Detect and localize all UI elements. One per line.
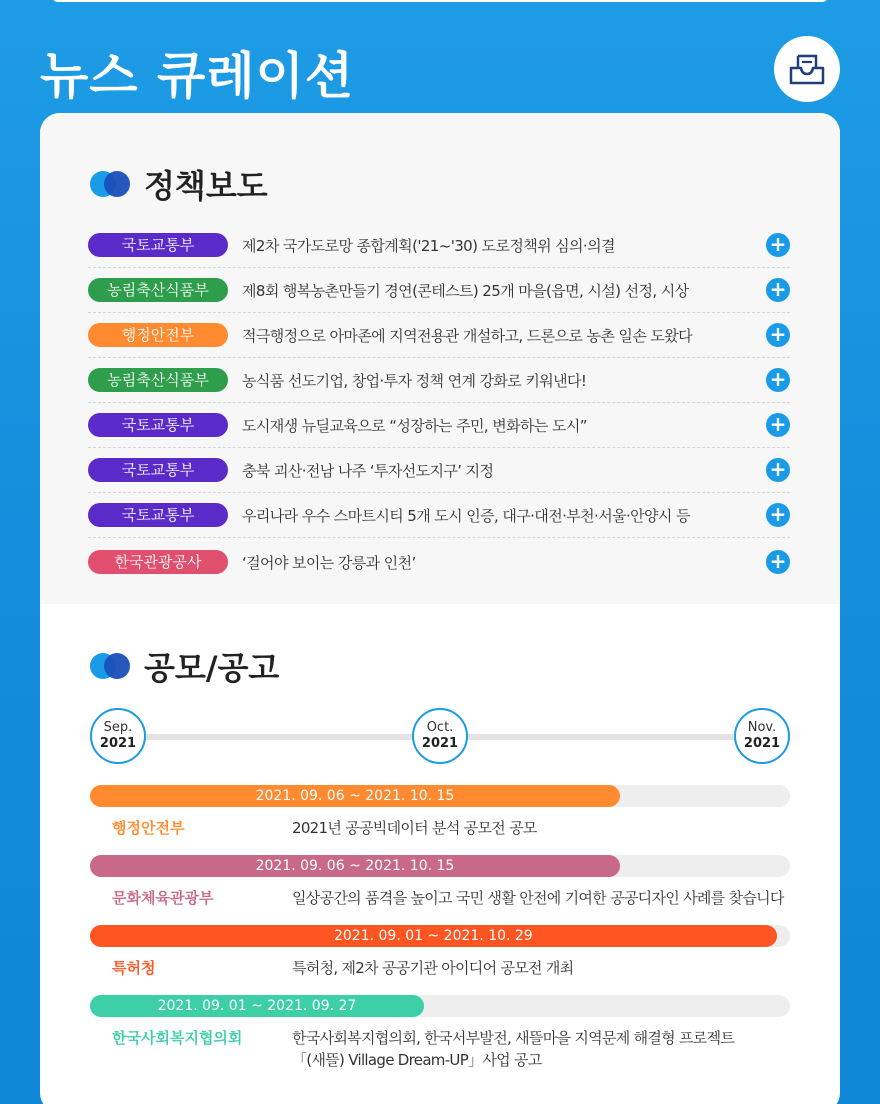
section-dots-icon bbox=[90, 651, 134, 681]
contest-org: 한국사회복지협의회 bbox=[112, 1029, 243, 1047]
policy-heading bbox=[90, 161, 268, 207]
news-item[interactable] bbox=[88, 268, 790, 313]
ministry-badge: 국토교통부 bbox=[88, 233, 228, 257]
contest-title-line: 「(새뜰) Village Dream-UP」사업 공고 bbox=[292, 1051, 542, 1069]
period-bar-track bbox=[90, 855, 790, 877]
period-bar-fill: 2021. 09. 06 ~ 2021. 10. 15 bbox=[90, 855, 620, 877]
inbox-button[interactable] bbox=[774, 36, 840, 102]
contest-org: 문화체육관광부 bbox=[112, 889, 214, 907]
ministry-badge: 농림축산식품부 bbox=[88, 368, 228, 392]
period-bar-track bbox=[90, 785, 790, 807]
contest-title-line: 2021년 공공빅데이터 분석 공모전 공모 bbox=[292, 819, 537, 837]
contest-title-text[interactable] bbox=[292, 817, 537, 839]
contest-item[interactable] bbox=[90, 995, 790, 1071]
period-bar-track bbox=[90, 995, 790, 1017]
news-headline[interactable]: ‘걸어야 보이는 강릉과 인천’ bbox=[242, 553, 416, 572]
news-item[interactable] bbox=[88, 223, 790, 268]
timeline-node-sep[interactable]: Sep. 2021 bbox=[90, 708, 146, 764]
policy-section bbox=[40, 113, 840, 604]
inbox-icon bbox=[788, 52, 826, 86]
contest-title-text[interactable] bbox=[292, 957, 573, 979]
news-headline[interactable]: 적극행정으로 아마존에 지역전용관 개설하고, 드론으로 농촌 일손 도왔다 bbox=[242, 326, 693, 345]
ministry-badge: 행정안전부 bbox=[88, 323, 228, 347]
news-item[interactable] bbox=[88, 358, 790, 403]
timeline-node-oct[interactable]: Oct. 2021 bbox=[412, 708, 468, 764]
news-headline[interactable]: 충북 괴산·전남 나주 ‘투자선도지구’ 지정 bbox=[242, 461, 494, 480]
contest-title-line: 특허청, 제2차 공공기관 아이디어 공모전 개최 bbox=[292, 959, 574, 977]
contest-body bbox=[90, 887, 790, 909]
news-headline[interactable]: 우리나라 우수 스마트시티 5개 도시 인증, 대구·대전·부천·서울·안양시 등 bbox=[242, 506, 690, 525]
expand-plus-icon[interactable]: + bbox=[766, 233, 790, 257]
news-item[interactable] bbox=[88, 448, 790, 493]
expand-plus-icon[interactable]: + bbox=[766, 368, 790, 392]
news-item[interactable] bbox=[88, 493, 790, 538]
contest-title: 공모/공고 bbox=[144, 649, 280, 687]
expand-plus-icon[interactable]: + bbox=[766, 413, 790, 437]
month-timeline bbox=[90, 708, 790, 768]
ministry-badge: 국토교통부 bbox=[88, 503, 228, 527]
period-bar-fill: 2021. 09. 06 ~ 2021. 10. 15 bbox=[90, 785, 620, 807]
contest-heading bbox=[90, 643, 279, 689]
news-item[interactable] bbox=[88, 403, 790, 448]
news-headline[interactable]: 제8회 행복농촌만들기 경연(콘테스트) 25개 마을(읍면, 시설) 선정, 시상 bbox=[242, 281, 689, 300]
contest-title-line: 일상공간의 품격을 높이고 국민 생활 안전에 기여한 공공디자인 사례를 찾습니다 bbox=[292, 889, 784, 907]
ministry-badge: 국토교통부 bbox=[88, 458, 228, 482]
expand-plus-icon[interactable]: + bbox=[766, 550, 790, 574]
contest-item[interactable] bbox=[90, 855, 790, 909]
ministry-badge: 농림축산식품부 bbox=[88, 278, 228, 302]
contest-title-text[interactable] bbox=[292, 1027, 734, 1071]
expand-plus-icon[interactable]: + bbox=[766, 323, 790, 347]
contest-item[interactable] bbox=[90, 925, 790, 979]
news-card bbox=[40, 113, 840, 1104]
period-bar-fill: 2021. 09. 01 ~ 2021. 09. 27 bbox=[90, 995, 424, 1017]
contest-body bbox=[90, 817, 790, 839]
timeline-node-nov[interactable]: Nov. 2021 bbox=[734, 708, 790, 764]
news-item[interactable] bbox=[88, 313, 790, 358]
expand-plus-icon[interactable]: + bbox=[766, 278, 790, 302]
policy-title: 정책보도 bbox=[144, 167, 268, 205]
section-dots-icon bbox=[90, 169, 134, 199]
contest-body bbox=[90, 957, 790, 979]
period-bar-fill: 2021. 09. 01 ~ 2021. 10. 29 bbox=[90, 925, 777, 947]
top-divider bbox=[52, 0, 828, 2]
contest-item[interactable] bbox=[90, 785, 790, 839]
period-bar-track bbox=[90, 925, 790, 947]
contest-title-line: 한국사회복지협의회, 한국서부발전, 새뜰마을 지역문제 해결형 프로젝트 bbox=[292, 1029, 735, 1047]
news-item[interactable] bbox=[88, 538, 790, 586]
ministry-badge: 국토교통부 bbox=[88, 413, 228, 437]
page-title: 뉴스 큐레이션 bbox=[40, 47, 355, 105]
news-headline[interactable]: 농식품 선도기업, 창업·투자 정책 연계 강화로 키워낸다! bbox=[242, 371, 587, 390]
news-headline[interactable]: 도시재생 뉴딜교육으로 “성장하는 주민, 변화하는 도시” bbox=[242, 416, 587, 435]
ministry-badge: 한국관광공사 bbox=[88, 550, 228, 574]
policy-news-list bbox=[88, 223, 790, 586]
contest-title-text[interactable] bbox=[292, 887, 784, 909]
expand-plus-icon[interactable]: + bbox=[766, 503, 790, 527]
contest-body bbox=[90, 1027, 790, 1071]
contest-org: 특허청 bbox=[112, 959, 156, 977]
news-headline[interactable]: 제2차 국가도로망 종합계획('21~'30) 도로정책위 심의·의결 bbox=[242, 236, 615, 255]
contest-org: 행정안전부 bbox=[112, 819, 185, 837]
expand-plus-icon[interactable]: + bbox=[766, 458, 790, 482]
